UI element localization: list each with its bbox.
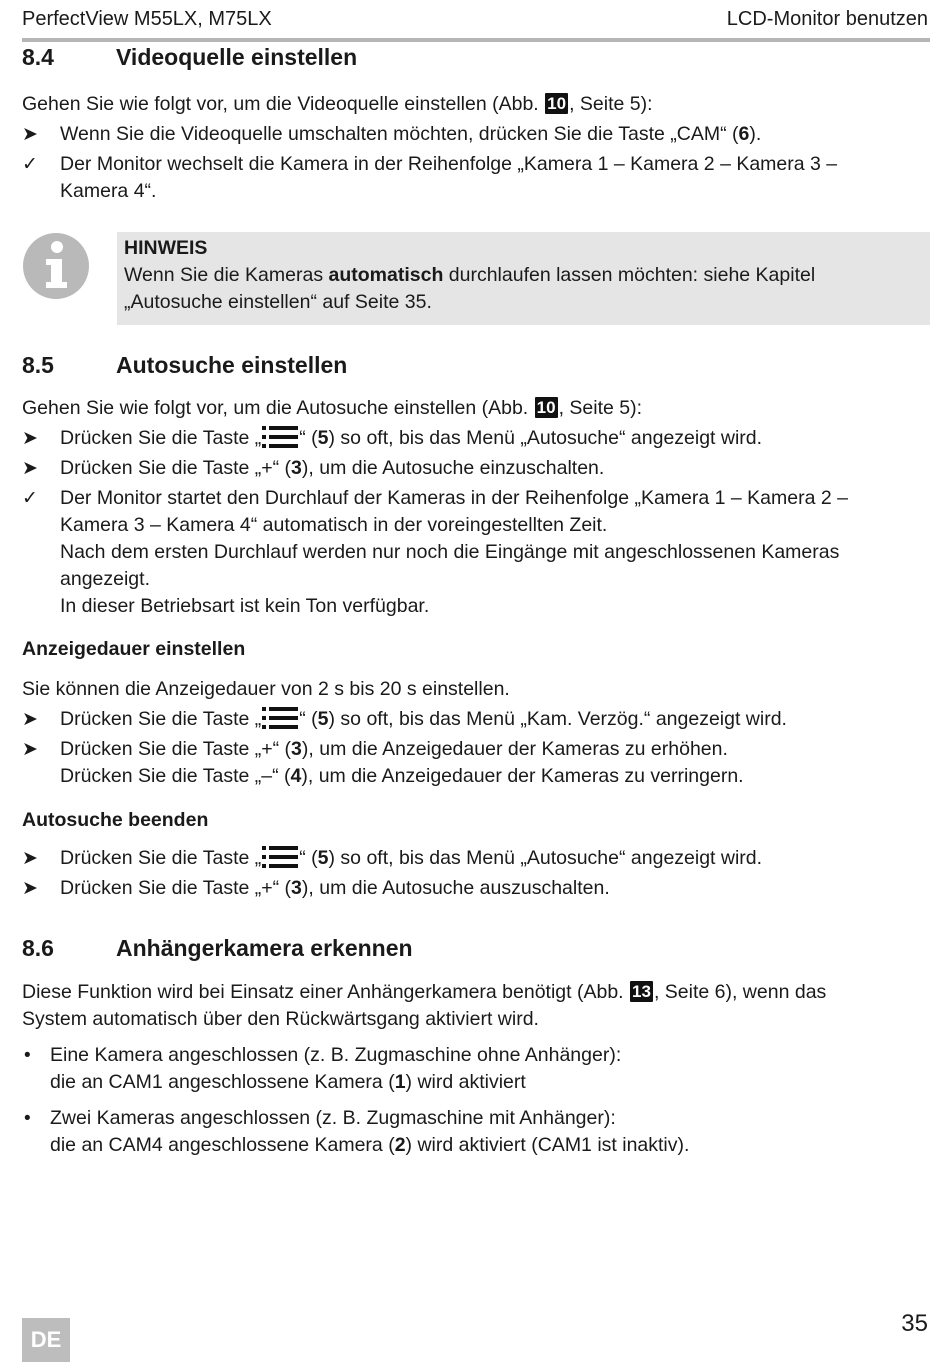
section-8-6-heading (22, 935, 413, 962)
instruction-step: Drücken Sie die Taste „+“ (3), um die Autosuche auszuschalten. (60, 877, 610, 899)
figure-ref: 10 (547, 94, 567, 113)
section-number: 8.6 (22, 935, 54, 961)
section-8-4-heading (22, 44, 357, 71)
instruction-step: Drücken Sie die Taste „ “ (5) so oft, bis das Menü „Autosuche“ angezeigt wird. (60, 847, 763, 869)
subsection-heading: Autosuche beenden (22, 809, 209, 831)
arrow-bullet-icon: ➤ (22, 428, 38, 449)
arrow-bullet-icon: ➤ (22, 458, 38, 479)
header-chapter: LCD-Monitor benutzen (726, 8, 928, 30)
menu-list-icon (262, 706, 298, 730)
key-number: 3 (291, 738, 302, 760)
language-badge: DE (22, 1318, 70, 1362)
page-number: 35 (901, 1310, 928, 1337)
section-8-5-heading (22, 352, 347, 379)
key-number: 3 (291, 877, 302, 899)
section-8-4-intro: Gehen Sie wie folgt vor, um die Videoquelle einstellen (Abb. 10 , Seite 5): (22, 93, 653, 115)
arrow-bullet-icon: ➤ (22, 848, 38, 869)
menu-list-icon (262, 425, 298, 449)
figure-ref: 10 (536, 398, 556, 417)
result-text: Der Monitor startet den Durchlauf der Kameras in der Reihenfolge „Kamera 1 – Kamera 2 – Kamera 3 – Kamera 4“ automatisch in der voreingestellten Zeit. Nach dem ersten Durchlauf werden nur noch die Eingänge mit angeschlossenen Kameras angezeigt. In dieser Betriebsart ist kein Ton verfügbar. (60, 487, 848, 617)
list-item: Eine Kamera angeschlossen (z. B. Zugmaschine ohne Anhänger): die an CAM1 angeschlossene Kamera (1) wird aktiviert (50, 1044, 622, 1093)
arrow-bullet-icon: ➤ (22, 739, 38, 760)
section-title: Anhängerkamera erkennen (116, 935, 413, 961)
note-title: HINWEIS (124, 237, 208, 259)
note-content (124, 235, 815, 316)
section-title: Videoquelle einstellen (116, 44, 358, 70)
note-line: Wenn Sie die Kameras automatisch durchlaufen lassen möchten: siehe Kapitel (124, 264, 816, 286)
section-title: Autosuche einstellen (116, 352, 348, 378)
section-number: 8.5 (22, 352, 54, 378)
instruction-step: Wenn Sie die Videoquelle umschalten möchten, drücken Sie die Taste „CAM“ (6). (60, 123, 762, 145)
bullet-icon: • (24, 1108, 31, 1129)
note-line: „Autosuche einstellen“ auf Seite 35. (124, 291, 432, 313)
instruction-step: Drücken Sie die Taste „ “ (5) so oft, bis das Menü „Autosuche“ angezeigt wird. (60, 427, 763, 449)
key-number: 3 (291, 457, 302, 479)
header-rule (22, 38, 930, 42)
result-text: Der Monitor wechselt die Kamera in der Reihenfolge „Kamera 1 – Kamera 2 – Kamera 3 – Kamera 4“. (60, 153, 838, 202)
section-8-6-intro: Diese Funktion wird bei Einsatz einer Anhängerkamera benötigt (Abb. 13 , Seite 6), wenn das System automatisch über den Rückwärtsgang aktiviert wird. (22, 981, 827, 1030)
instruction-step: Drücken Sie die Taste „+“ (3), um die Autosuche einzuschalten. (60, 457, 605, 479)
key-number: 6 (738, 123, 750, 145)
section-number: 8.4 (22, 44, 54, 70)
menu-list-icon (262, 845, 298, 869)
list-item: Zwei Kameras angeschlossen (z. B. Zugmaschine mit Anhänger): die an CAM4 angeschlossene Kamera (2) wird aktiviert (CAM1 ist inaktiv). (50, 1107, 690, 1156)
subsection-heading: Anzeigedauer einstellen (22, 638, 246, 660)
key-number: 5 (317, 708, 329, 730)
instruction-step: Drücken Sie die Taste „ “ (5) so oft, bis das Menü „Kam. Verzög.“ angezeigt wird. (60, 708, 787, 730)
check-result-icon: ✓ (22, 488, 38, 509)
key-number: 2 (394, 1134, 406, 1156)
check-result-icon: ✓ (22, 154, 38, 175)
instruction-step: Drücken Sie die Taste „+“ (3), um die Anzeigedauer der Kameras zu erhöhen. Drücken Sie die Taste „–“ (4), um die Anzeigedauer der Kameras zu verringern. (60, 738, 744, 787)
bullet-icon: • (24, 1045, 31, 1066)
figure-ref: 13 (632, 982, 651, 1001)
header-product: PerfectView M55LX, M75LX (22, 8, 272, 30)
info-icon (22, 232, 90, 305)
arrow-bullet-icon: ➤ (22, 124, 38, 145)
section-8-5-intro: Gehen Sie wie folgt vor, um die Autosuche einstellen (Abb. 10 , Seite 5): (22, 397, 643, 419)
arrow-bullet-icon: ➤ (22, 709, 38, 730)
key-number: 5 (317, 847, 329, 869)
key-number: 5 (317, 427, 329, 449)
arrow-bullet-icon: ➤ (22, 878, 38, 899)
subsection-intro: Sie können die Anzeigedauer von 2 s bis 20 s einstellen. (22, 678, 510, 700)
key-number: 4 (290, 765, 302, 787)
key-number: 1 (394, 1071, 406, 1093)
